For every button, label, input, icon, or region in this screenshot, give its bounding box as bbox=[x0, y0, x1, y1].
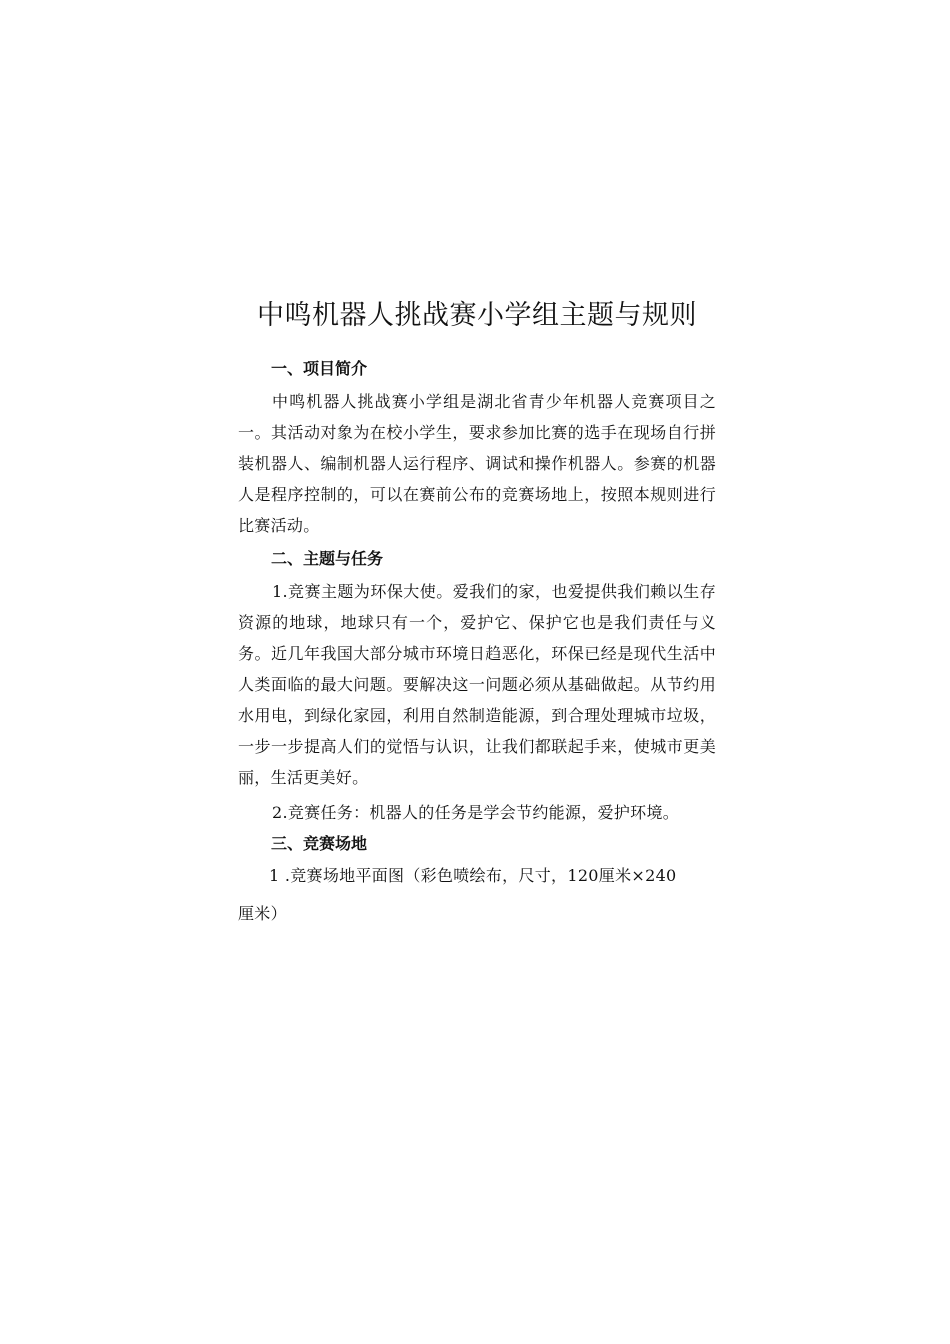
paragraph-intro: 中鸣机器人挑战赛小学组是湖北省青少年机器人竞赛项目之一。其活动对象为在校小学生，要求参加比赛的选手在现场自行拼装机器人、编制机器人运行程序、调试和操作机器人。参赛的机器人是程序控制的，可以在赛前公布的竞赛场地上，按照本规则进行比赛活动。 bbox=[238, 392, 716, 535]
paragraph-theme: 1.竞赛主题为环保大使。爱我们的家，也爱提供我们赖以生存资源的地球，地球只有一个，爱护它、保护它也是我们责任与义务。近几年我国大部分城市环境日趋恶化，环保已经是现代生活中人类面临的最大问题。要解决这一问题必须从基础做起。从节约用水用电，到绿化家园，利用自然制造能源，到合理处理城市垃圾，一步一步提高人们的觉悟与认识，让我们都联起手来，使城市更美丽，生活更美好。 bbox=[238, 582, 716, 787]
paragraph-task: 2.竞赛任务：机器人的任务是学会节约能源，爱护环境。 bbox=[272, 803, 680, 822]
paragraph-venue-line2: 厘米） bbox=[238, 904, 287, 923]
section-heading-intro: 一、项目简介 bbox=[271, 359, 368, 378]
section-heading-venue: 三、竞赛场地 bbox=[271, 834, 368, 853]
paragraph-venue-line1: 1 .竞赛场地平面图（彩色喷绘布，尺寸，120厘米×240 bbox=[269, 866, 677, 885]
document-title: 中鸣机器人挑战赛小学组主题与规则 bbox=[257, 300, 697, 332]
section-heading-theme: 二、主题与任务 bbox=[271, 549, 384, 568]
